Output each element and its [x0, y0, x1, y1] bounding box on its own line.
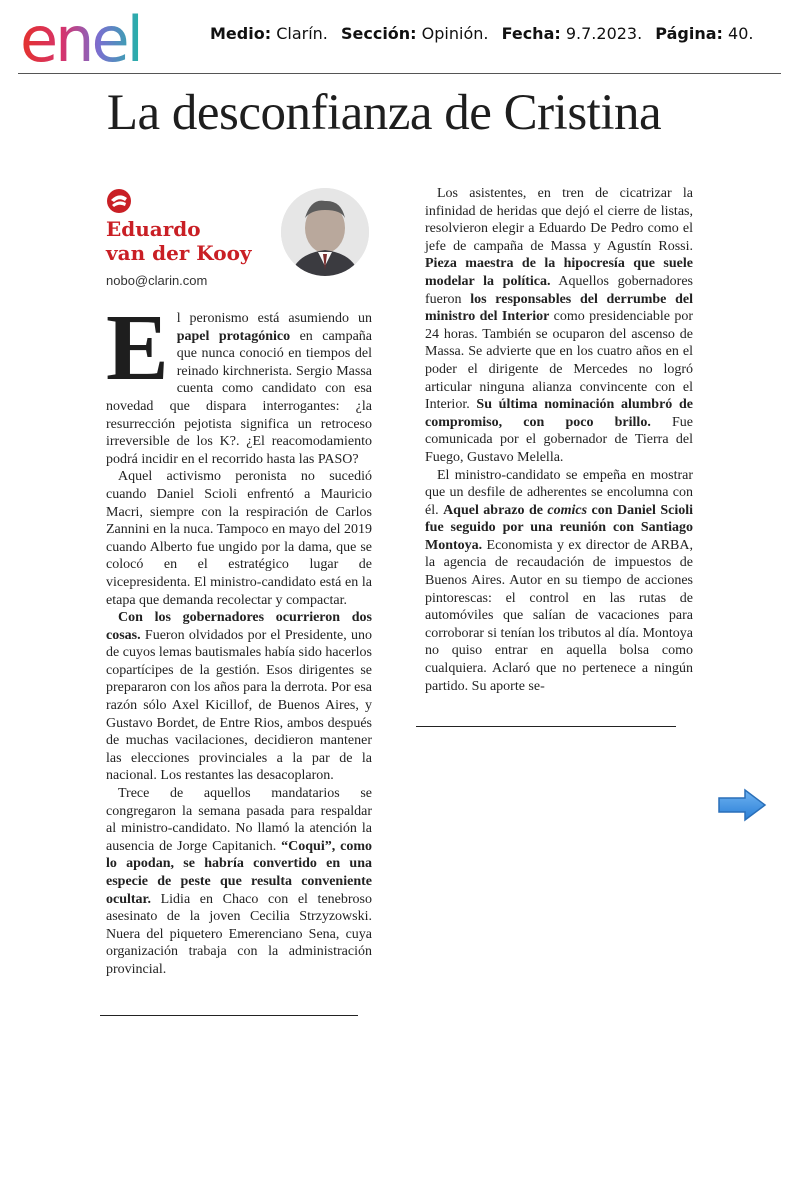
clarin-icon [106, 188, 132, 214]
text-run: Aquel activismo peronista no sucedió cuando Daniel Scioli enfrentó a Mauricio Macri, siempre con la respiración de Carlos Zannini en la nuca. Tampoco en mayo del 2019 cuando Alberto fue ungido por la dama, que se colocó en el estratégico lugar de vicepresidenta. El ministro-candidato está en la etapa que demanda recolectar y compactar. [106, 469, 372, 608]
text-run: Fue comunicada por el gobernador de Tierra del Fuego, Gustavo Melella. [425, 414, 694, 465]
paragraph-2 [106, 468, 372, 609]
text-run: l peronismo está asumiendo un [176, 311, 372, 326]
author-portrait [281, 188, 369, 276]
dropcap: E [106, 296, 169, 400]
author-first-name: Eduardo [106, 217, 201, 241]
bold-run: Con los gobernadores ocurrieron dos cosas. [106, 610, 372, 643]
pagina-value: 40. [728, 24, 754, 43]
article-column-2 [425, 185, 693, 695]
bold-run: Aquel abrazo de [443, 502, 548, 518]
article-column-1 [106, 296, 372, 979]
enel-logo [18, 6, 180, 70]
fecha-label: Fecha: [501, 24, 561, 43]
seccion-value: Opinión. [421, 24, 489, 43]
column-2-end-rule [416, 726, 676, 727]
author-name [106, 217, 252, 265]
paragraph-3 [106, 609, 372, 785]
medio-value: Clarín. [276, 24, 328, 43]
text-run: Aquellos gobernadores fueron [425, 273, 693, 307]
text-run: Fueron olvidados por el Presidente, uno de cuyos lemas bautismales había sido hacerlos copartícipes de la gestión. Esos dirigentes se prepararon con los años para la derrota. Por esa razón sólo Axel Kicillof, de Buenos Aires, y Gustavo Bordet, de Entre Rios, ambos después de muchas vacilaciones, decidieron mantener las elecciones provinciales a la par de la nacional. Los restantes las desacoplaron. [106, 627, 372, 784]
author-last-name: van der Kooy [106, 241, 252, 265]
arrow-right-icon[interactable] [717, 788, 767, 822]
text-run: Trece de aquellos mandatarios se congregaron la semana pasada para respaldar al ministro-candidato. No llamó la atención la ausencia de Jorge Capitanich. [106, 786, 372, 854]
bold-run: “Coqui”, como lo apodan, se habría convertido en una especie de peste que resulta conveniente ocultar. [106, 838, 372, 907]
article-headline: La desconfianza de Cristina [106, 85, 662, 141]
column-1-end-rule [100, 1015, 358, 1016]
text-run: en campaña que nunca conoció en tiempos del reinado kirchnerista. Sergio Massa cuenta como candidato con esa novedad que dispara interrogantes: ¿la resurrección pejotista significa un retroceso irreversible de los K?. ¿El reacomodamiento podrá incidir en el recorrido hasta las PASO? [106, 328, 372, 467]
text-run: Los asistentes, en tren de cicatrizar la infinidad de heridas que dejó el cierre de listas, resolvieron elegir a Eduardo De Pedro como el jefe de campaña de Massa y Agustín Rossi. [425, 186, 693, 254]
svg-text:enel: enel [20, 6, 141, 70]
author-email: nobo@clarin.com [106, 273, 208, 288]
document-metadata [210, 24, 753, 43]
bold-italic-run: comics [547, 502, 588, 518]
paragraph-1 [106, 296, 372, 468]
text-run: El ministro-candidato se empeña en mostrar que un desfile de adherentes se encolumna con él. [425, 467, 693, 518]
bold-run: Pieza maestra de la hipocresía que suele modelar la política. [425, 256, 693, 289]
bold-run: Su última nominación alumbró de compromiso, con poco brillo. [425, 397, 693, 430]
bold-run: los responsables del derrumbe del ministro del Interior [425, 291, 693, 325]
bold-run: con Daniel Scioli fue seguido por una reunión con Santiago Montoya. [425, 502, 693, 553]
seccion-label: Sección: [340, 24, 417, 43]
text-run: Economista y ex director de ARBA, la agencia de recaudación de impuestos de Buenos Aires. Autor en su tiempo de acciones pintorescas: el control en las rutas de automóviles que salían de vacaciones para corroborar si tenían los tributos al día. Montoya no quiso entrar en aquella bolsa como cualquiera. Aclaró que no pertenece a ningún partido. Su aporte se- [425, 537, 693, 694]
bold-run: papel protagónico [176, 328, 291, 344]
paragraph-6 [425, 467, 693, 696]
paragraph-4 [106, 785, 372, 979]
medio-label: Medio: [210, 24, 272, 43]
pagina-label: Página: [655, 24, 723, 43]
paragraph-5 [425, 185, 693, 467]
text-run: como presidenciable por 24 horas. También se ocuparon del ascenso de Massa. Se advierte que en los cuatro años en el poder el dirigente de Mercedes no logró articular ninguna alianza convincente con el Interior. [425, 309, 693, 413]
text-run: Lidia en Chaco con el tenebroso asesinato de la joven Cecilia Strzyzowski. Nuera del piquetero Emerenciano Sena, cuya organización trabaja con la administración provincial. [106, 891, 372, 977]
fecha-value: 9.7.2023. [565, 24, 643, 43]
header-divider [18, 73, 781, 74]
